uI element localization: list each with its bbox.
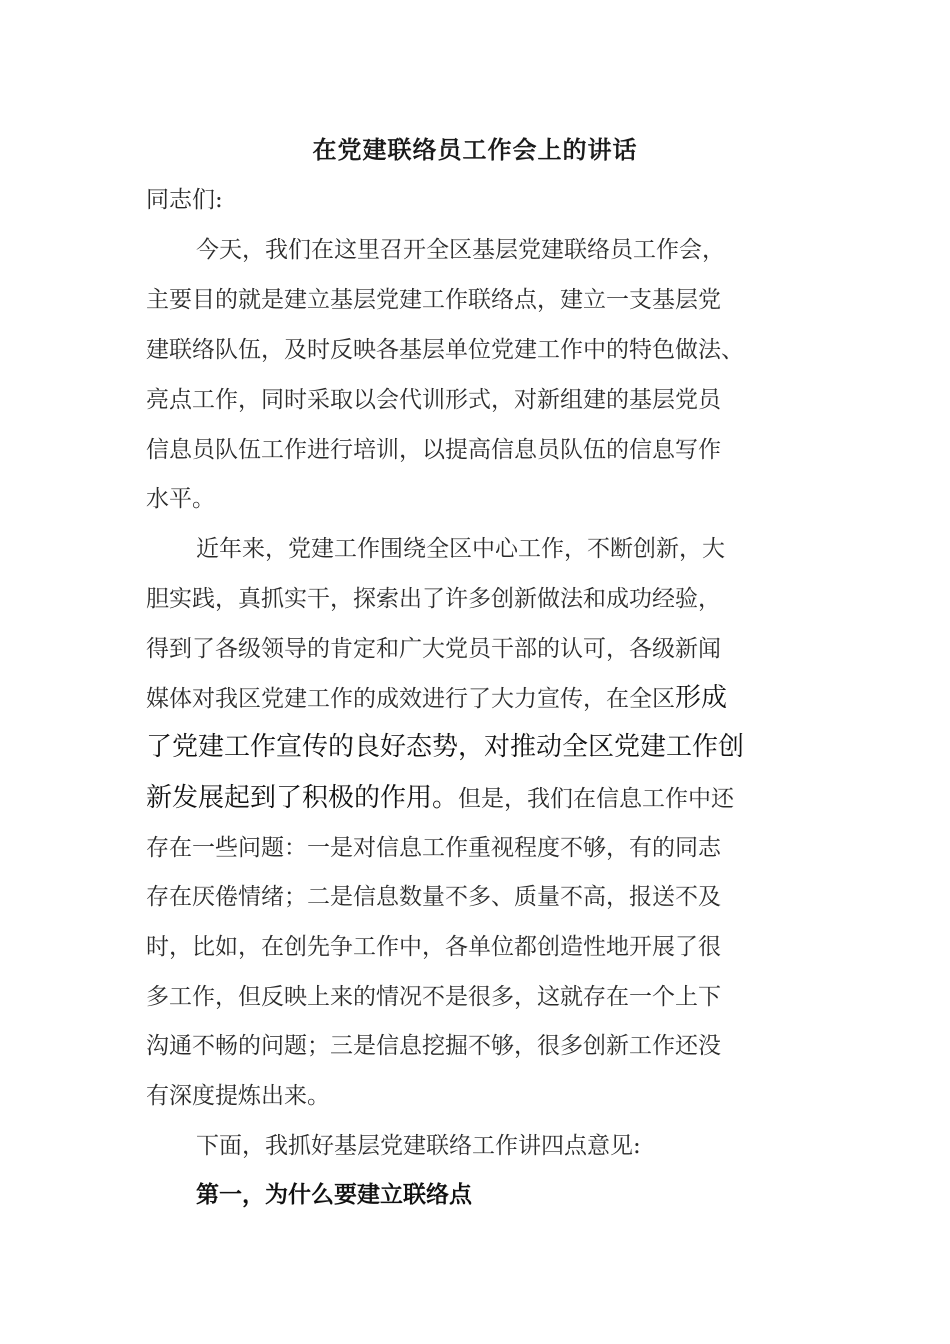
paragraph-2-line-9: 时，比如，在创先争工作中，各单位都创造性地开展了很	[146, 934, 721, 960]
paragraph-2-line-6-emphasis: 新发展起到了积极的作用。	[146, 783, 459, 813]
document-title: 在党建联络员工作会上的讲话	[312, 135, 638, 164]
paragraph-1-line-2: 主要目的就是建立基层党建工作联络点，建立一支基层党	[146, 287, 721, 313]
paragraph-2-line-3: 得到了各级领导的肯定和广大党员干部的认可，各级新闻	[146, 636, 721, 662]
section-heading-1: 第一，为什么要建立联络点	[196, 1181, 472, 1208]
paragraph-2-line-4	[146, 680, 727, 717]
paragraph-2-line-7: 存在一些问题：一是对信息工作重视程度不够，有的同志	[146, 835, 721, 861]
paragraph-2-line-2: 胆实践，真抓实干，探索出了许多创新做法和成功经验，	[146, 586, 721, 612]
paragraph-2-line-6-normal: 但是，我们在信息工作中还	[458, 786, 735, 812]
paragraph-2-line-5: 了党建工作宣传的良好态势，对推动全区党建工作创	[146, 732, 745, 762]
paragraph-1-line-6: 水平。	[146, 486, 215, 512]
paragraph-1-line-1: 今天，我们在这里召开全区基层党建联络员工作会，	[196, 237, 725, 263]
paragraph-2-line-6	[146, 780, 734, 817]
paragraph-2-line-4-emphasis: 形成	[675, 683, 728, 713]
paragraph-2-line-1: 近年来，党建工作围绕全区中心工作，不断创新，大	[196, 536, 725, 562]
salutation: 同志们:	[146, 187, 223, 213]
paragraph-1-line-3: 建联络队伍，及时反映各基层单位党建工作中的特色做法、	[146, 337, 744, 363]
paragraph-2-line-8: 存在厌倦情绪；二是信息数量不多、质量不高，报送不及	[146, 884, 721, 910]
paragraph-2-line-10: 多工作，但反映上来的情况不是很多，这就存在一个上下	[146, 984, 721, 1010]
paragraph-1-line-5: 信息员队伍工作进行培训，以提高信息员队伍的信息写作	[146, 437, 721, 463]
paragraph-2-line-12: 有深度提炼出来。	[146, 1083, 330, 1109]
paragraph-1-line-4: 亮点工作，同时采取以会代训形式，对新组建的基层党员	[146, 387, 721, 413]
paragraph-2-line-11: 沟通不畅的问题；三是信息挖掘不够，很多创新工作还没	[146, 1033, 721, 1059]
paragraph-2-line-4-normal: 媒体对我区党建工作的成效进行了大力宣传，在全区	[146, 686, 675, 712]
paragraph-3: 下面，我抓好基层党建联络工作讲四点意见:	[196, 1133, 641, 1159]
